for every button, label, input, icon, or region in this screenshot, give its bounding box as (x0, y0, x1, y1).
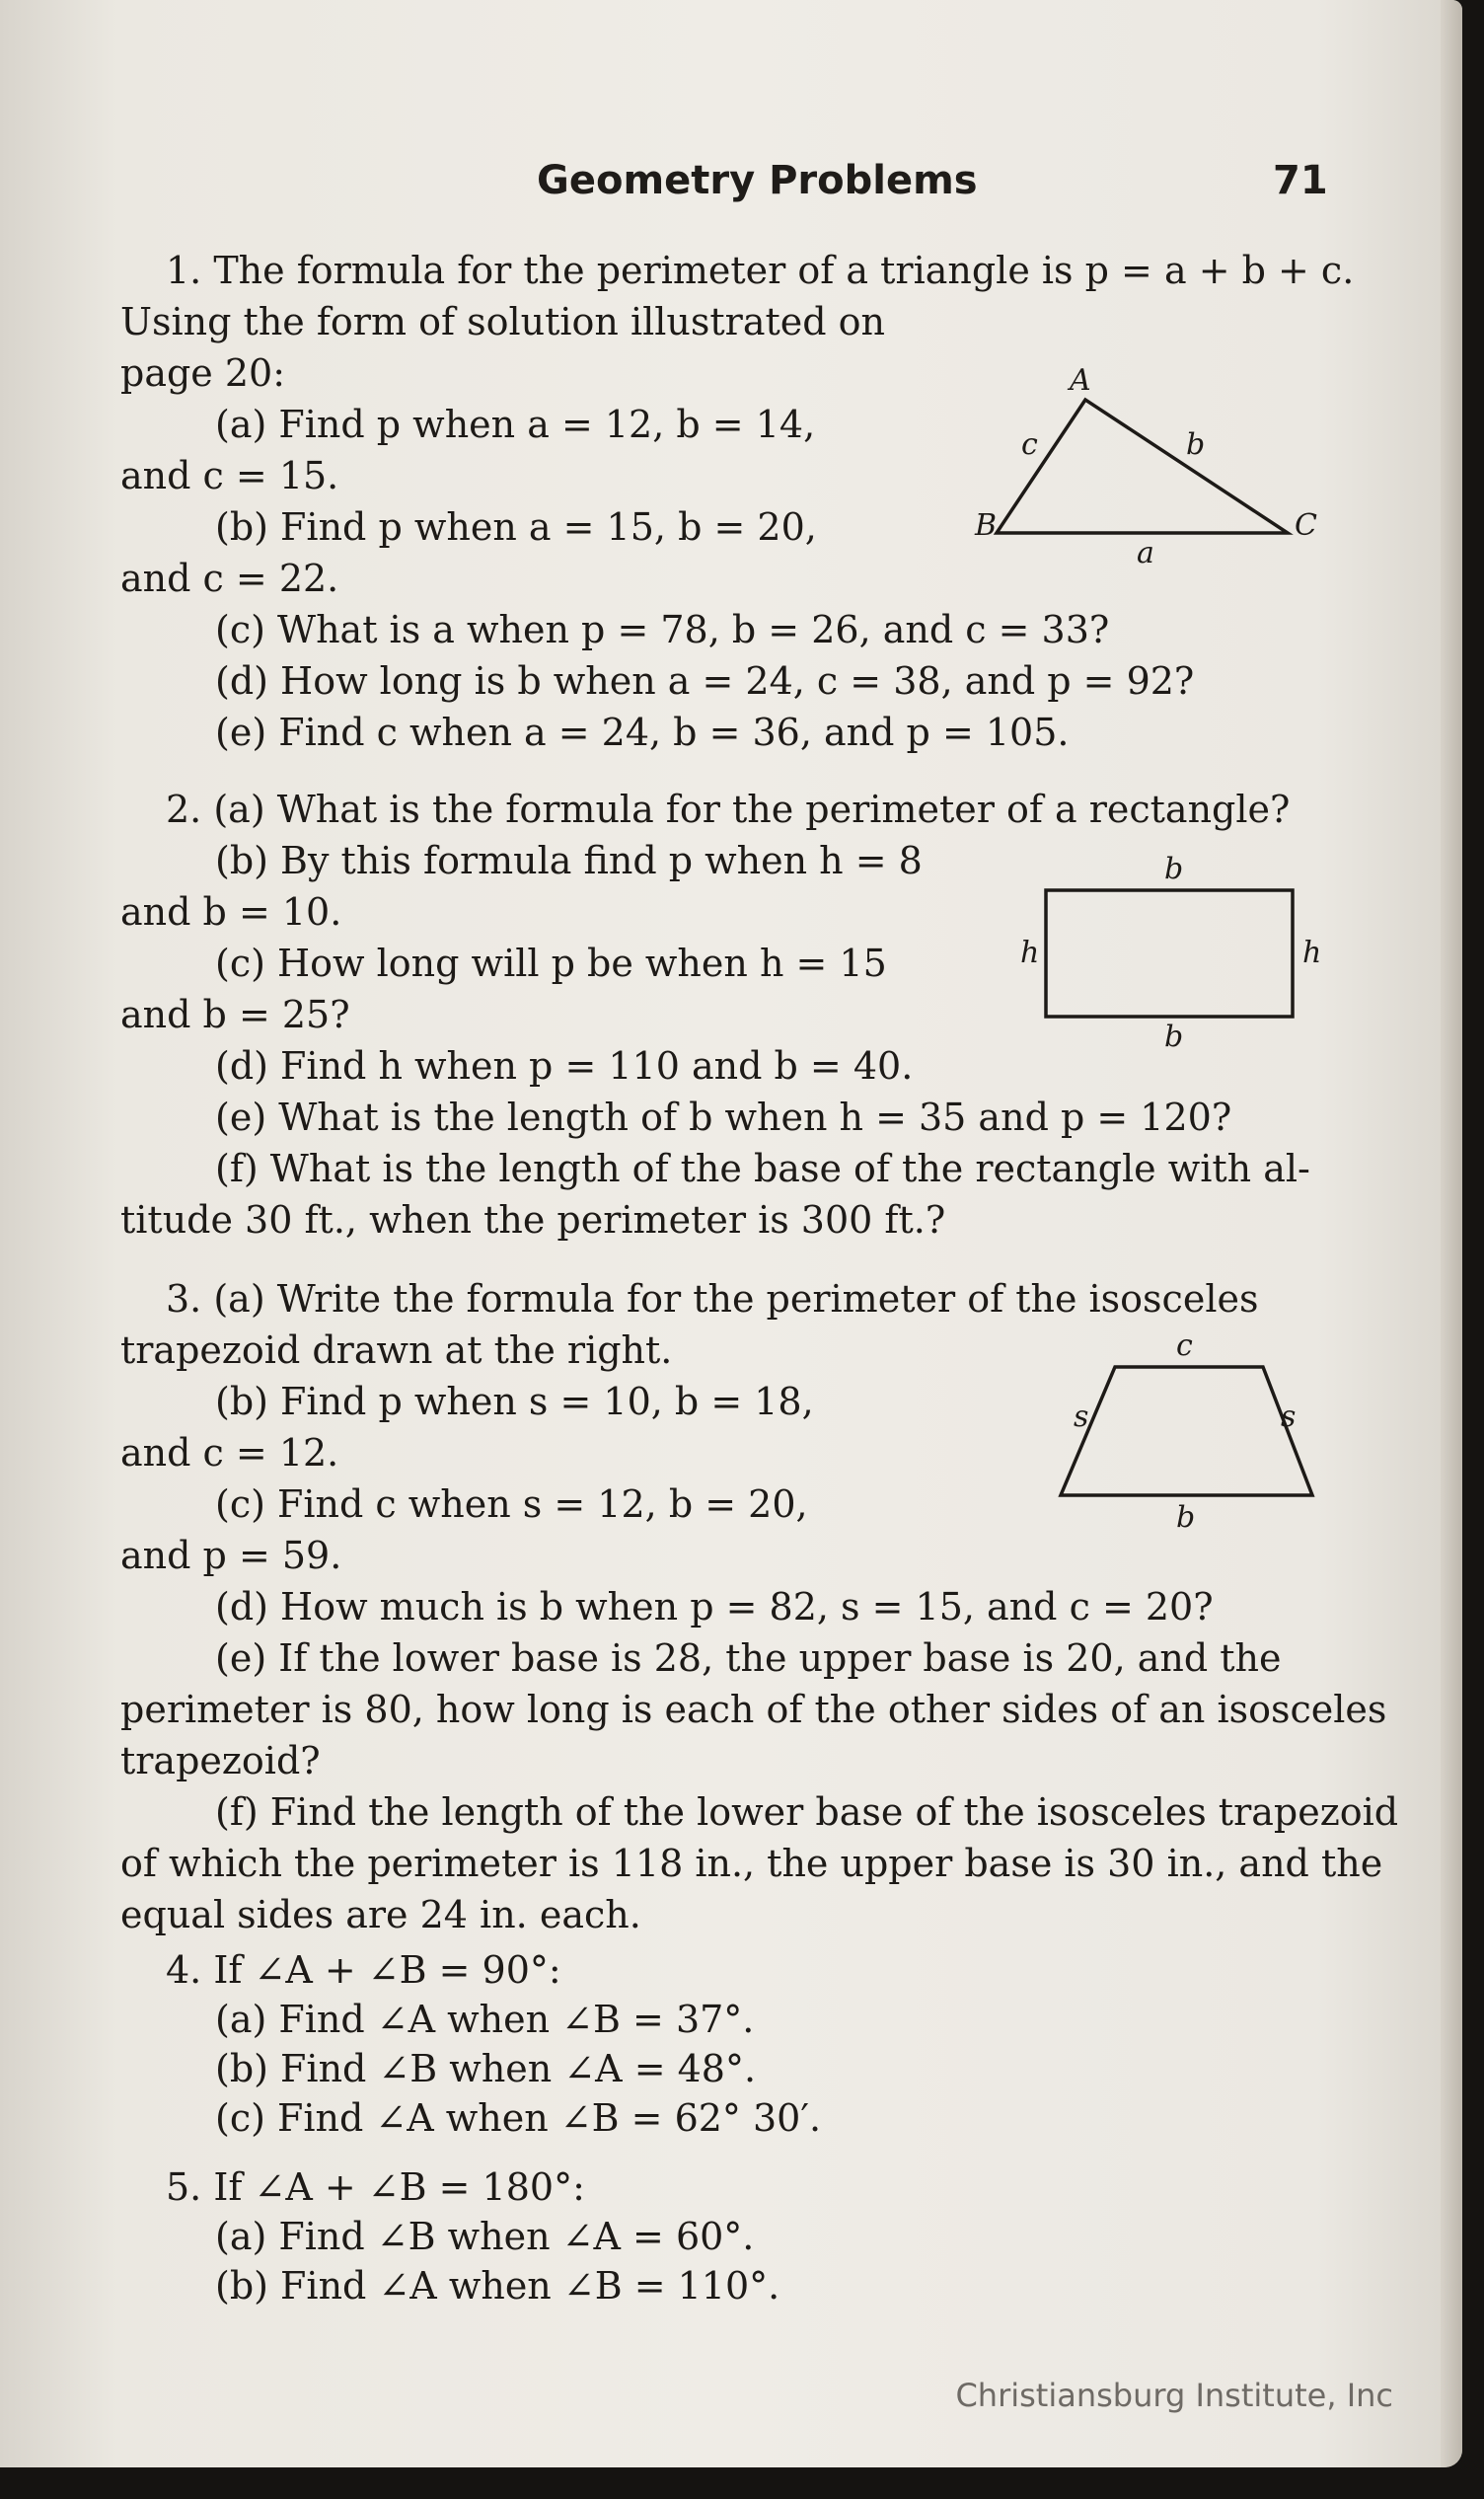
rectangle-figure (1016, 849, 1332, 1056)
p3f-line2: of which the perimeter is 118 in., the upper base is 30 in., and the (120, 1842, 1383, 1885)
p3e-line1: (e) If the lower base is 28, the upper base is 20, and the (215, 1636, 1282, 1680)
p3a-line1: 3. (a) Write the formula for the perimeter of the isosceles (166, 1277, 1259, 1321)
p2b-line2: and b = 10. (120, 890, 342, 934)
p2e: (e) What is the length of b when h = 35 and p = 120? (215, 1096, 1232, 1139)
p1a-line1: (a) Find p when a = 12, b = 14, (215, 403, 816, 446)
watermark: Christiansburg Institute, Inc (955, 2377, 1393, 2414)
p5b: (b) Find ∠A when ∠B = 110°. (215, 2264, 780, 2308)
p1c: (c) What is a when p = 78, b = 26, and c = 33? (215, 608, 1110, 651)
p2a: 2. (a) What is the formula for the perimeter of a rectangle? (166, 788, 1291, 831)
p5a: (a) Find ∠B when ∠A = 60°. (215, 2215, 755, 2258)
p3d: (d) How much is b when p = 82, s = 15, and c = 20? (215, 1585, 1214, 1628)
trapezoid-label-top: c (1176, 1328, 1193, 1363)
p3f-line3: equal sides are 24 in. each. (120, 1893, 641, 1936)
rectangle-label-left: h (1020, 936, 1040, 970)
p1d: (d) How long is b when a = 24, c = 38, and p = 92? (215, 659, 1195, 703)
p1-line2: Using the form of solution illustrated on (120, 300, 886, 343)
trapezoid-shape (1061, 1367, 1312, 1495)
p3a-line2: trapezoid drawn at the right. (120, 1328, 673, 1372)
trapezoid-figure (1046, 1327, 1332, 1535)
page-edge (1441, 0, 1462, 2467)
p2f-line1: (f) What is the length of the base of the rectangle with al- (215, 1147, 1310, 1190)
p4c: (c) Find ∠A when ∠B = 62° 30′. (215, 2096, 822, 2140)
p2d: (d) Find h when p = 110 and b = 40. (215, 1044, 914, 1088)
p4-intro: 4. If ∠A + ∠B = 90°: (166, 1948, 561, 1992)
p1b-line2: and c = 22. (120, 557, 339, 600)
p1-line3: page 20: (120, 351, 286, 395)
p1e: (e) Find c when a = 24, b = 36, and p = 105. (215, 711, 1070, 754)
p3c-line2: and p = 59. (120, 1534, 342, 1577)
trapezoid-label-bottom: b (1176, 1500, 1196, 1535)
p3c-line1: (c) Find c when s = 12, b = 20, (215, 1482, 808, 1526)
rectangle-label-right: h (1302, 936, 1322, 970)
p2f-line2: titude 30 ft., when the perimeter is 300 ft.? (120, 1198, 946, 1242)
p3e-line3: trapezoid? (120, 1739, 321, 1782)
p2b-line1: (b) By this formula find p when h = 8 (215, 839, 923, 882)
rectangle-label-bottom: b (1164, 1020, 1184, 1054)
triangle-label-b: b (1186, 427, 1206, 462)
p1a-line2: and c = 15. (120, 454, 339, 497)
triangle-figure (967, 365, 1332, 577)
p3b-line1: (b) Find p when s = 10, b = 18, (215, 1380, 814, 1423)
p5-intro: 5. If ∠A + ∠B = 180°: (166, 2165, 585, 2209)
triangle-label-A: A (1070, 365, 1091, 398)
p4b: (b) Find ∠B when ∠A = 48°. (215, 2047, 757, 2090)
trapezoid-label-left: s (1074, 1400, 1089, 1434)
p2c-line1: (c) How long will p be when h = 15 (215, 942, 887, 985)
p4a: (a) Find ∠A when ∠B = 37°. (215, 1998, 755, 2041)
p3f-line1: (f) Find the length of the lower base of the isosceles trapezoid (215, 1790, 1399, 1834)
rectangle-label-top: b (1164, 852, 1184, 886)
trapezoid-label-right: s (1281, 1400, 1297, 1434)
rectangle-shape (1046, 890, 1293, 1017)
triangle-label-C: C (1295, 508, 1317, 543)
page-title: Geometry Problems (537, 158, 978, 203)
page-number: 71 (1273, 158, 1328, 203)
p3e-line2: perimeter is 80, how long is each of the other sides of an isosceles (120, 1688, 1387, 1731)
p1-line1: 1. The formula for the perimeter of a triangle is p = a + b + c. (166, 249, 1355, 292)
triangle-shape (997, 400, 1288, 533)
p2c-line2: and b = 25? (120, 993, 350, 1036)
p3b-line2: and c = 12. (120, 1431, 339, 1475)
p1b-line1: (b) Find p when a = 15, b = 20, (215, 505, 817, 549)
triangle-label-B: B (975, 508, 998, 543)
triangle-label-c: c (1021, 427, 1038, 462)
triangle-label-a: a (1137, 536, 1154, 570)
